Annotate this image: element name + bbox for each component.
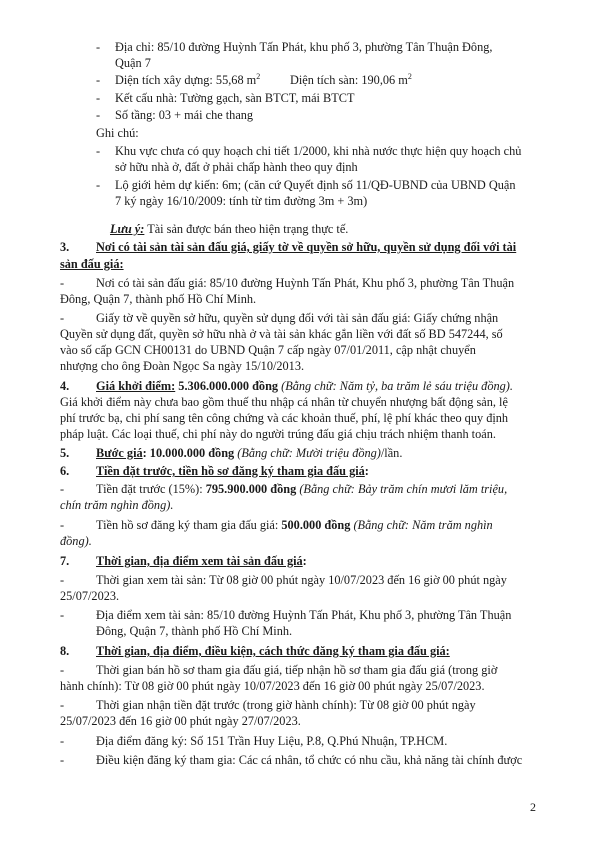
bullet: - (60, 663, 65, 677)
section-6-title: Tiền đặt trước, tiền hồ sơ đăng ký tham gia đấu giá: (96, 464, 369, 478)
note1-line1: Khu vực chưa có quy hoạch chi tiết 1/2000, khi nhà nước thực hiện quy hoạch chủ (115, 144, 522, 158)
note1-line2: sở hữu nhà ở, đất ở phải chấp hành theo quy định (115, 160, 358, 174)
section-6-number: 6. (60, 464, 70, 478)
s8-b-line1: Thời gian nhận tiền đặt trước (trong giờ hành chính): Từ 08 giờ 00 phút ngày (96, 698, 476, 712)
notes-label: Ghi chú: (96, 126, 139, 140)
starting-price-line: Giá khởi điểm: 5.306.000.000 đồng (Bằng chữ: Năm tỷ, ba trăm lẻ sáu triệu đồng). (96, 379, 513, 393)
s7-place-line2: Đông, Quận 7, thành phố Hồ Chí Minh. (96, 624, 293, 638)
s8-a-line2: hành chính): Từ 08 giờ 00 phút ngày 10/07/2023 đến 16 giờ 00 phút ngày 25/07/2023. (60, 679, 485, 693)
s3-location-line2: Đông, Quận 7, thành phố Hồ Chí Minh. (60, 292, 257, 306)
section-3-title-line2: sản đấu giá: (60, 257, 124, 271)
note2-line1: Lộ giới hẻm dự kiến: 6m; (căn cứ Quyết định số 11/QĐ-UBND của UBND Quận (115, 178, 516, 192)
s7-place-line1: Địa điểm xem tài sản: 85/10 đường Huỳnh Tấn Phát, Khu phố 3, phường Tân Thuận (96, 608, 512, 622)
bullet: - (60, 482, 65, 496)
page-number: 2 (530, 800, 536, 814)
bullet: - (96, 73, 101, 87)
s8-a-line1: Thời gian bán hồ sơ tham gia đấu giá, tiếp nhận hồ sơ tham gia đấu giá (trong giờ (96, 663, 498, 677)
deposit-line2: chín trăm nghìn đồng). (60, 498, 174, 512)
s8-d: Điều kiện đăng ký tham gia: Các cá nhân, tổ chức có nhu cầu, khả năng tài chính được (96, 753, 523, 767)
s7-time-line2: 25/07/2023. (60, 589, 120, 603)
s3-location-line1: Nơi có tài sản đấu giá: 85/10 đường Huỳnh Tấn Phát, Khu phố 3, phường Tân Thuận (96, 276, 515, 290)
section-7-title: Thời gian, địa điểm xem tài sản đấu giá: (96, 554, 307, 568)
s4-line2: Giá khởi điểm này chưa bao gồm thuế thu nhập cá nhân từ chuyển nhượng bất động sản, lệ (60, 395, 508, 409)
s8-b-line2: 25/07/2023 đến 16 giờ 00 phút ngày 27/07/2023. (60, 714, 301, 728)
section-7-number: 7. (60, 554, 70, 568)
s4-line4: pháp luật. Các loại thuế, chi phí này do người trúng đấu giá chịu trách nhiệm thanh toán. (60, 427, 496, 441)
fee-line2: đồng). (60, 534, 92, 548)
bullet: - (60, 608, 65, 622)
bullet: - (60, 698, 65, 712)
fee-line1: Tiền hồ sơ đăng ký tham gia đấu giá: 500.000 đồng (Bằng chữ: Năm trăm nghìn (96, 518, 493, 532)
bullet: - (96, 144, 101, 158)
section-5-number: 5. (60, 446, 70, 460)
caution: Lưu ý: Tài sản được bán theo hiện trạng thực tế. (110, 222, 349, 236)
bullet: - (96, 91, 101, 105)
build-area: Diện tích xây dựng: 55,68 $m^2$ (115, 71, 261, 87)
property-address: Địa chỉ: 85/10 đường Huỳnh Tấn Phát, khu phố 3, phường Tân Thuận Đông, (115, 40, 493, 54)
s3-docs-line3: vào số cấp GCN CH00131 do UBND Quận 7 cấp ngày 07/01/2011, cập nhật chuyển (60, 343, 476, 357)
section-3-number: 3. (60, 240, 70, 254)
deposit-line1: Tiền đặt trước (15%): 795.900.000 đồng (Bằng chữ: Bảy trăm chín mươi lăm triệu, (96, 482, 508, 496)
floor-area: Diện tích sàn: 190,06 $m^2$ (290, 71, 412, 87)
bullet: - (60, 753, 65, 767)
s3-docs-line1: Giấy tờ về quyền sở hữu, quyền sử dụng đối với tài sản đấu giá: Giấy chứng nhận (96, 311, 499, 325)
bullet: - (96, 40, 101, 54)
s3-docs-line4: nhượng cho ông Đoàn Ngọc Sa ngày 15/10/2013. (60, 359, 305, 373)
structure: Kết cấu nhà: Tường gạch, sàn BTCT, mái BTCT (115, 91, 355, 105)
bullet: - (60, 734, 65, 748)
s3-docs-line2: Quyền sử dụng đất, quyền sở hữu nhà ở và tài sản khác gắn liền với đất số BD 547244, số (60, 327, 503, 341)
bullet: - (60, 573, 65, 587)
bullet: - (60, 311, 65, 325)
s8-c: Địa điểm đăng ký: Số 151 Trần Huy Liệu, P.8, Q.Phú Nhuận, TP.HCM. (96, 734, 448, 748)
s4-line3: phí trước bạ, chi phí sang tên công chứng và các khoản thuế, phí, lệ phí khác theo quy định (60, 411, 509, 425)
floors: Số tầng: 03 + mái che thang (115, 108, 254, 122)
bullet: - (60, 276, 65, 290)
bullet: - (96, 178, 101, 192)
section-3-title-line1: Nơi có tài sản tài sản đấu giá, giấy tờ về quyền sở hữu, quyền sử dụng đối với tài (96, 240, 517, 254)
bullet: - (96, 108, 101, 122)
note2-line2: 7 ký ngày 16/10/2009: tính từ tim đường 3m + 3m) (115, 194, 368, 208)
bullet: - (60, 518, 65, 532)
s7-time-line1: Thời gian xem tài sản: Từ 08 giờ 00 phút ngày 10/07/2023 đến 16 giờ 00 phút ngày (96, 573, 507, 587)
section-4-number: 4. (60, 379, 70, 393)
section-8-number: 8. (60, 644, 70, 658)
bid-step-line: Bước giá: 10.000.000 đồng (Bằng chữ: Mười triệu đồng)/lần. (96, 446, 403, 460)
property-address-cont: Quận 7 (115, 56, 151, 70)
section-8-title: Thời gian, địa điểm, điều kiện, cách thức đăng ký tham gia đấu giá: (96, 644, 450, 658)
